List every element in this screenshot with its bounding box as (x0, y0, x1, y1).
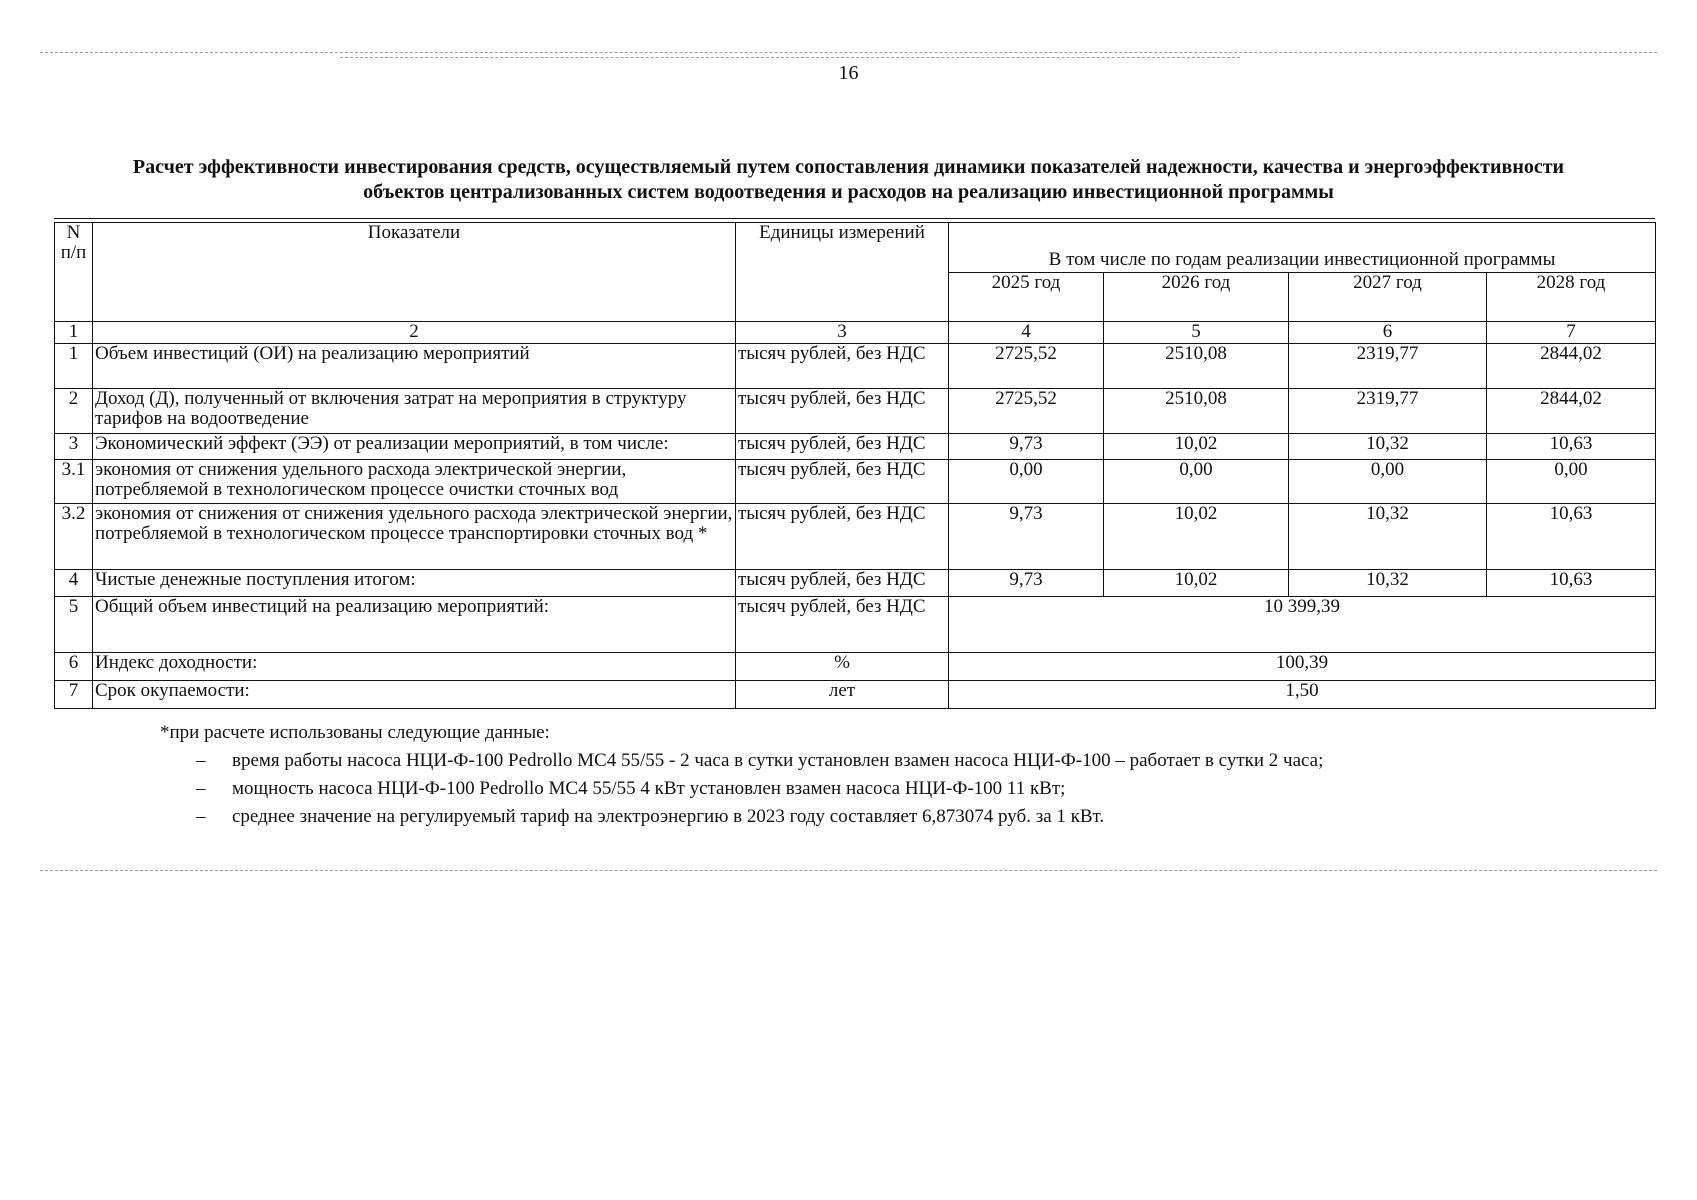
row-value: 10,32 (1289, 570, 1487, 597)
row-num: 1 (55, 344, 93, 389)
row-indicator: Объем инвестиций (ОИ) на реализацию мероприятий (93, 344, 736, 389)
row-value: 2725,52 (949, 344, 1104, 389)
table-row (55, 389, 1656, 434)
row-value: 2319,77 (1289, 389, 1487, 434)
row-units: тысяч рублей, без НДС (736, 460, 949, 504)
table-row (55, 653, 1656, 681)
row-num: 3.1 (55, 460, 93, 504)
row-indicator: Индекс доходности: (93, 653, 736, 681)
row-value: 9,73 (949, 504, 1104, 570)
page-title (40, 155, 1657, 205)
footnote-item (160, 776, 1560, 802)
row-value: 10,32 (1289, 434, 1487, 460)
row-num: 3 (55, 434, 93, 460)
footnote-item (160, 748, 1560, 774)
dash-marker: – (196, 750, 206, 771)
row-value: 9,73 (949, 434, 1104, 460)
efficiency-table (54, 222, 1656, 709)
page-number: 16 (838, 62, 859, 84)
row-num: 6 (55, 653, 93, 681)
header-row-1 (55, 223, 1656, 273)
row-value: 10,02 (1104, 570, 1289, 597)
col-number: 4 (949, 322, 1104, 344)
row-units: тысяч рублей, без НДС (736, 389, 949, 434)
row-units: тысяч рублей, без НДС (736, 597, 949, 653)
row-indicator: Экономический эффект (ЭЭ) от реализации мероприятий, в том числе: (93, 434, 736, 460)
table-row (55, 570, 1656, 597)
column-number-row (55, 322, 1656, 344)
footnote-item (160, 804, 1560, 830)
dash-marker: – (196, 778, 206, 799)
footnote-text: среднее значение на регулируемый тариф на электроэнергию в 2023 году составляет 6,873074 руб. за 1 кВт. (232, 806, 1105, 827)
row-total: 10 399,39 (949, 597, 1656, 653)
footnote-text: время работы насоса НЦИ-Ф-100 Pedrollo MC4 55/55 - 2 часа в сутки установлен взамен насоса НЦИ-Ф-100 – работает в сутки 2 часа; (232, 750, 1324, 771)
bottom-scan-line (40, 870, 1657, 871)
col-number: 6 (1289, 322, 1487, 344)
table-row (55, 504, 1656, 570)
row-indicator: экономия от снижения удельного расхода электрической энергии, потребляемой в технологическом процессе очистки сточных вод (93, 460, 736, 504)
header-year: 2027 год (1289, 273, 1487, 322)
header-num: N п/п (55, 223, 93, 322)
row-num: 2 (55, 389, 93, 434)
dash-marker: – (196, 806, 206, 827)
row-value: 10,63 (1487, 434, 1656, 460)
row-units: тысяч рублей, без НДС (736, 570, 949, 597)
title-line-2: объектов централизованных систем водоотведения и расходов на реализацию инвестиционной программы (363, 181, 1334, 203)
header-year: 2026 год (1104, 273, 1289, 322)
col-number: 3 (736, 322, 949, 344)
row-num: 4 (55, 570, 93, 597)
row-value: 0,00 (1104, 460, 1289, 504)
row-value: 2319,77 (1289, 344, 1487, 389)
row-indicator: Срок окупаемости: (93, 681, 736, 709)
row-indicator: Общий объем инвестиций на реализацию мероприятий: (93, 597, 736, 653)
footnote-heading: *при расчете использованы следующие данные: (160, 722, 550, 743)
row-value: 10,02 (1104, 504, 1289, 570)
header-units: Единицы измерений (736, 223, 949, 322)
row-value: 0,00 (1289, 460, 1487, 504)
row-total: 1,50 (949, 681, 1656, 709)
row-indicator: экономия от снижения от снижения удельного расхода электрической энергии, потребляемой в технологическом процессе транспортировки сточных вод * (93, 504, 736, 570)
header-year: 2028 год (1487, 273, 1656, 322)
row-value: 10,32 (1289, 504, 1487, 570)
top-scan-line (40, 52, 1657, 53)
row-units: тысяч рублей, без НДС (736, 434, 949, 460)
row-units: лет (736, 681, 949, 709)
row-num: 7 (55, 681, 93, 709)
col-number: 7 (1487, 322, 1656, 344)
row-value: 0,00 (1487, 460, 1656, 504)
row-value: 10,63 (1487, 570, 1656, 597)
title-line-1: Расчет эффективности инвестирования средств, осуществляемый путем сопоставления динамики показателей надежности, качества и энергоэффективности (132, 156, 1565, 178)
row-units: % (736, 653, 949, 681)
header-indicator: Показатели (93, 223, 736, 322)
row-units: тысяч рублей, без НДС (736, 504, 949, 570)
table-row (55, 681, 1656, 709)
row-value: 2844,02 (1487, 389, 1656, 434)
table-row (55, 344, 1656, 389)
row-indicator: Доход (Д), полученный от включения затрат на мероприятия в структуру тарифов на водоотведение (93, 389, 736, 434)
row-value: 2844,02 (1487, 344, 1656, 389)
row-value: 9,73 (949, 570, 1104, 597)
table-row (55, 434, 1656, 460)
col-number: 5 (1104, 322, 1289, 344)
row-num: 3.2 (55, 504, 93, 570)
row-units: тысяч рублей, без НДС (736, 344, 949, 389)
row-value: 10,02 (1104, 434, 1289, 460)
row-value: 10,63 (1487, 504, 1656, 570)
col-number: 2 (93, 322, 736, 344)
footnote-text: мощность насоса НЦИ-Ф-100 Pedrollo MC4 55/55 4 кВт установлен взамен насоса НЦИ-Ф-100 11 кВт; (232, 778, 1066, 799)
row-value: 2510,08 (1104, 389, 1289, 434)
table-row (55, 460, 1656, 504)
footnotes (160, 720, 1560, 830)
row-value: 2725,52 (949, 389, 1104, 434)
header-year: 2025 год (949, 273, 1104, 322)
row-indicator: Чистые денежные поступления итогом: (93, 570, 736, 597)
row-num: 5 (55, 597, 93, 653)
header-years-group: В том числе по годам реализации инвестиционной программы (949, 223, 1656, 273)
col-number: 1 (55, 322, 93, 344)
table-row (55, 597, 1656, 653)
row-total: 100,39 (949, 653, 1656, 681)
row-value: 0,00 (949, 460, 1104, 504)
table-top-rule (54, 218, 1655, 219)
row-value: 2510,08 (1104, 344, 1289, 389)
top-scan-line-2 (340, 57, 1240, 58)
